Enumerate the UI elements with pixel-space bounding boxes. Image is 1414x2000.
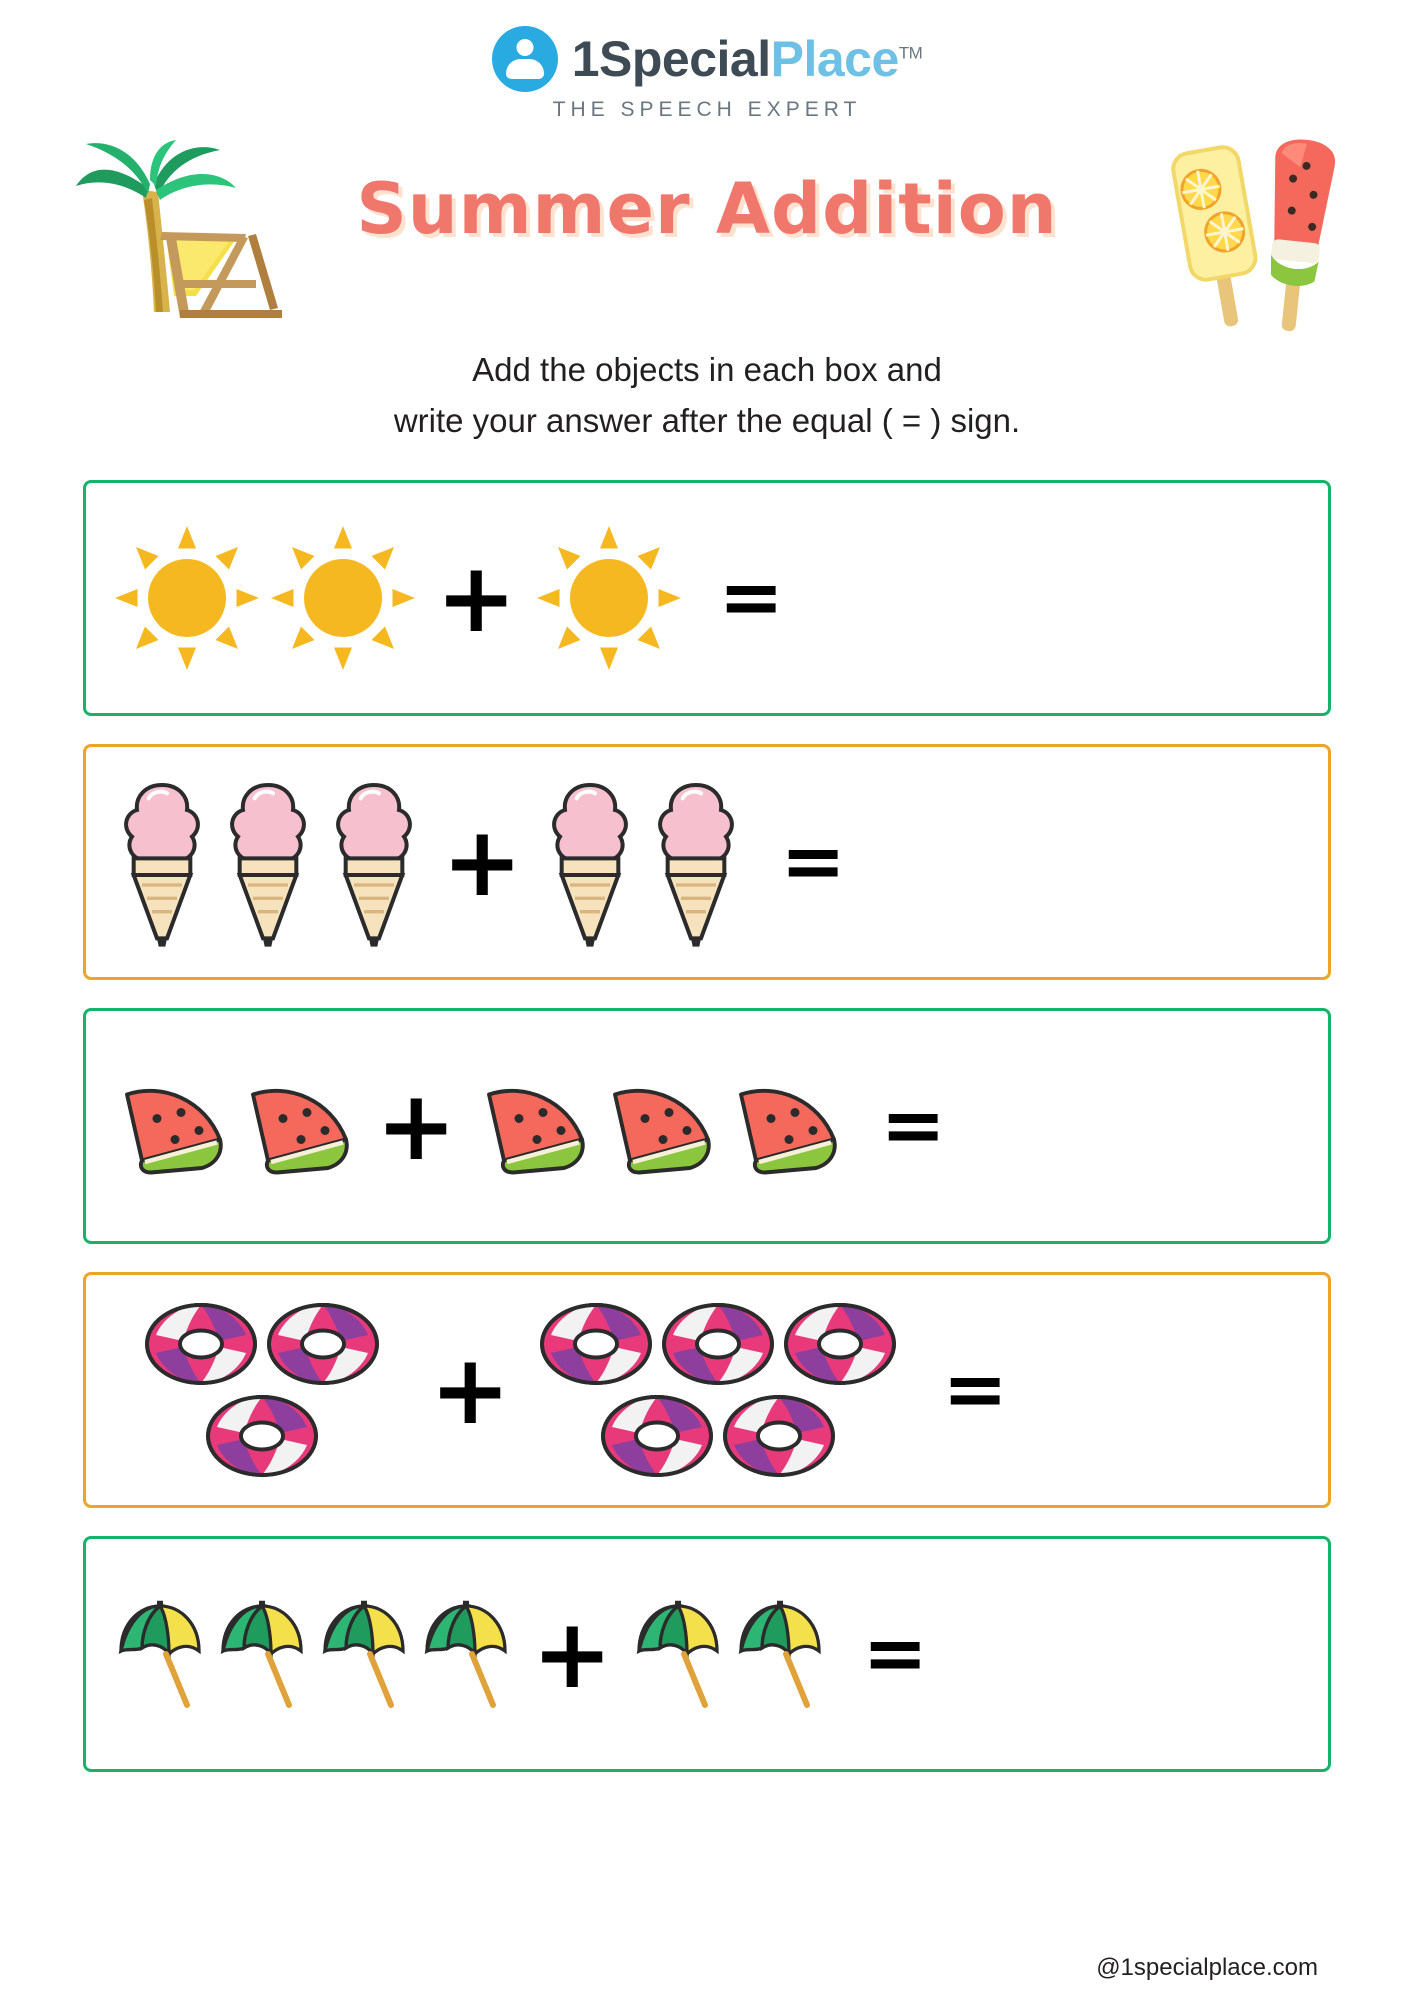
instructions-line-2: write your answer after the equal ( = ) sign. <box>393 402 1021 440</box>
beach-umbrella-icon <box>214 1594 310 1714</box>
brand-name-part2: Place <box>770 31 899 87</box>
plus-sign: + <box>532 1597 613 1710</box>
sun-icon <box>112 523 262 673</box>
brand-name-part1: 1Special <box>571 31 771 87</box>
plus-sign: + <box>430 1333 511 1446</box>
swim-ring-icon <box>658 1299 778 1389</box>
problem-row-4 <box>83 1272 1331 1508</box>
problem-3-left-group <box>112 1071 358 1181</box>
swim-ring-icon <box>263 1299 383 1389</box>
problem-row-3 <box>83 1008 1331 1244</box>
problem-1-left-group <box>112 523 418 673</box>
equals-sign: = <box>780 817 846 908</box>
plus-sign: + <box>442 805 523 918</box>
beach-umbrella-icon <box>418 1594 514 1714</box>
problem-1-right-group <box>534 523 684 673</box>
person-in-circle-icon <box>492 26 558 92</box>
watermelon-slice-icon <box>112 1071 232 1181</box>
problem-2-right-group <box>540 775 746 950</box>
swim-ring-icon <box>536 1299 656 1389</box>
swim-ring-icon <box>597 1391 717 1481</box>
title-band <box>0 130 1414 340</box>
ice-cream-cone-icon <box>540 775 640 950</box>
equals-sign: = <box>880 1081 946 1172</box>
beach-umbrella-icon <box>112 1594 208 1714</box>
watermelon-slice-icon <box>238 1071 358 1181</box>
problem-5-right-group <box>630 1594 828 1714</box>
beach-umbrella-icon <box>630 1594 726 1714</box>
equals-sign: = <box>718 553 784 644</box>
logo-row <box>492 26 923 92</box>
problem-row-5 <box>83 1536 1331 1772</box>
problem-row-2 <box>83 744 1331 980</box>
problem-4-right-group <box>528 1299 908 1481</box>
instructions <box>0 344 1414 446</box>
swim-ring-icon <box>780 1299 900 1389</box>
sun-icon <box>534 523 684 673</box>
ice-cream-cone-icon <box>218 775 318 950</box>
beach-umbrella-icon <box>316 1594 412 1714</box>
problem-2-left-group <box>112 775 424 950</box>
problem-row-1 <box>83 480 1331 716</box>
equals-sign: = <box>942 1345 1008 1436</box>
instructions-line-1: Add the objects in each box and <box>472 351 942 388</box>
trademark-symbol: TM <box>898 43 923 63</box>
page-title: Summer Addition <box>356 168 1058 250</box>
watermelon-slice-icon <box>600 1071 720 1181</box>
ice-cream-cone-icon <box>112 775 212 950</box>
equals-sign: = <box>862 1609 928 1700</box>
sun-icon <box>268 523 418 673</box>
brand-wordmark <box>572 30 923 88</box>
brand-header <box>0 0 1414 122</box>
problem-list <box>83 480 1331 1772</box>
swim-ring-icon <box>202 1391 322 1481</box>
plus-sign: + <box>436 541 517 654</box>
problem-3-right-group <box>474 1071 846 1181</box>
beach-umbrella-icon <box>732 1594 828 1714</box>
problem-5-left-group <box>112 1594 514 1714</box>
brand-tagline: THE SPEECH EXPERT <box>552 98 862 121</box>
ice-cream-cone-icon <box>324 775 424 950</box>
watermelon-slice-icon <box>474 1071 594 1181</box>
plus-sign: + <box>376 1069 457 1182</box>
watermelon-slice-icon <box>726 1071 846 1181</box>
swim-ring-icon <box>141 1299 261 1389</box>
footer-credit: @1specialplace.com <box>1096 1954 1318 1981</box>
ice-cream-cone-icon <box>646 775 746 950</box>
swim-ring-icon <box>719 1391 839 1481</box>
problem-4-left-group <box>112 1299 412 1481</box>
